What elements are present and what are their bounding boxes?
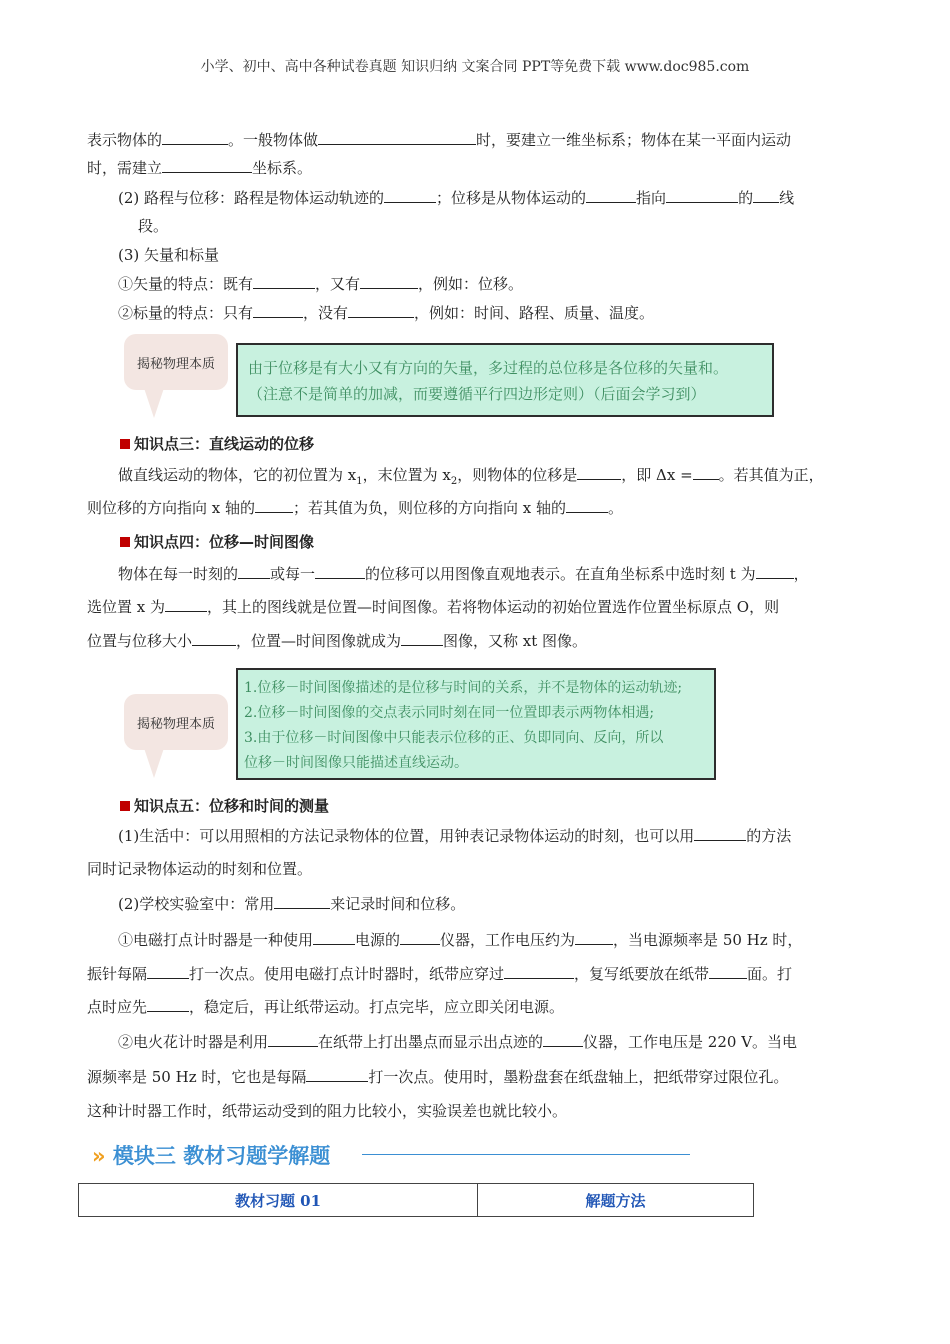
page-header: 小学、初中、高中各种试卷真题 知识归纳 文案合同 PPT等免费下载 www.doc985.com — [200, 59, 750, 75]
paragraph-line: ②标量的特点：只有 ，没有 ，例如：时间、路程、质量、温度。 — [118, 304, 655, 322]
knowledge-point-title: 知识点三：直线运动的位移 — [120, 433, 314, 454]
paragraph-line: 点时应先 ，稳定后，再让纸带运动。打点完毕，应立即关闭电源。 — [87, 998, 565, 1016]
paragraph-line: ①电磁打点计时器是一种使用 电源的 仪器，工作电压约为 ，当电源频率是 50 Hz 时， — [118, 931, 803, 949]
note-line: 由于位移是有大小又有方向的矢量，多过程的总位移是各位移的矢量和。 — [248, 359, 729, 377]
bullet-square — [120, 439, 130, 449]
bubble-tail — [144, 388, 164, 418]
bubble-tail — [144, 748, 164, 778]
paragraph-line: 这种计时器工作时，纸带运动受到的阻力比较小，实验误差也就比较小。 — [87, 1102, 568, 1120]
module-header: » 模块三 教材习题学解题 — [92, 1144, 331, 1168]
bullet-square — [120, 801, 130, 811]
paragraph-line: 振针每隔 打一次点。使用电磁打点计时器时，纸带应穿过 ，复写纸要放在纸带 面。打 — [87, 965, 793, 983]
table-row — [79, 1184, 754, 1217]
paragraph-line: 选位置 x 为 ，其上的图线就是位置—时间图像。若将物体运动的初始位置选作位置坐标原点 O，则 — [87, 598, 780, 616]
paragraph-line: (2) 路程与位移：路程是物体运动轨迹的 ；位移是从物体运动的 指向 的 线 — [118, 189, 795, 207]
bullet-square — [120, 537, 130, 547]
physics-note-box — [236, 343, 774, 417]
paragraph-line: ②电火花计时器是利用 在纸带上打出墨点而显示出点迹的 仪器，工作电压是 220 V。当电 — [118, 1033, 798, 1051]
knowledge-point-title: 知识点五：位移和时间的测量 — [120, 795, 329, 816]
module-divider — [362, 1154, 690, 1155]
table-header-cell: 教材习题 01 — [79, 1184, 478, 1217]
note-line: 2.位移－时间图像的交点表示同时刻在同一位置即表示两物体相遇; — [244, 705, 655, 721]
note-line: 位移－时间图像只能描述直线运动。 — [244, 755, 468, 771]
paragraph-line: 则位移的方向指向 x 轴的 ；若其值为负，则位移的方向指向 x 轴的 。 — [87, 499, 624, 517]
double-chevron-icon: » — [92, 1144, 106, 1168]
physics-essence-bubble: 揭秘物理本质 — [124, 694, 228, 750]
paragraph-line: 位置与位移大小 ，位置—时间图像就成为 图像，又称 xt 图像。 — [87, 632, 588, 650]
paragraph-line: 段。 — [138, 217, 169, 235]
table-header-cell: 解题方法 — [478, 1184, 754, 1217]
paragraph-line: (2)学校实验室中：常用 来记录时间和位移。 — [118, 895, 466, 913]
paragraph-line: 源频率是 50 Hz 时，它也是每隔 打一次点。使用时，墨粉盘套在纸盘轴上，把纸带穿过限位孔。 — [87, 1068, 789, 1086]
note-line: （注意不是简单的加减，而要遵循平行四边形定则）（后面会学习到） — [248, 385, 706, 403]
note-line: 1.位移－时间图像描述的是位移与时间的关系，并不是物体的运动轨迹; — [244, 680, 683, 696]
physics-note-box — [236, 668, 716, 780]
paragraph-line: (1)生活中：可以用照相的方法记录物体的位置，用钟表记录物体运动的时刻，也可以用 的方法 — [118, 827, 792, 845]
paragraph-line: 时，需建立 坐标系。 — [87, 159, 313, 177]
paragraph-line: ①矢量的特点：既有 ，又有 ，例如：位移。 — [118, 275, 524, 293]
paragraph-line: 物体在每一时刻的 或每一 的位移可以用图像直观地表示。在直角坐标系中选时刻 t 为 ， — [118, 565, 809, 583]
paragraph-line: 表示物体的 。一般物体做 时，要建立一维坐标系；物体在某一平面内运动 — [87, 131, 792, 149]
paragraph-line: (3) 矢量和标量 — [118, 246, 220, 264]
exercise-table — [78, 1183, 754, 1217]
paragraph-line: 做直线运动的物体，它的初位置为 $x_1$，末位置为 $x_2$，则物体的位移是 ，即 Δx = 。若其值为正， — [118, 466, 824, 487]
note-line: 3.由于位移－时间图像中只能表示位移的正、负即同向、反向，所以 — [244, 730, 664, 746]
knowledge-point-title: 知识点四：位移—时间图像 — [120, 531, 314, 552]
paragraph-line: 同时记录物体运动的时刻和位置。 — [87, 860, 313, 878]
physics-essence-bubble: 揭秘物理本质 — [124, 334, 228, 390]
